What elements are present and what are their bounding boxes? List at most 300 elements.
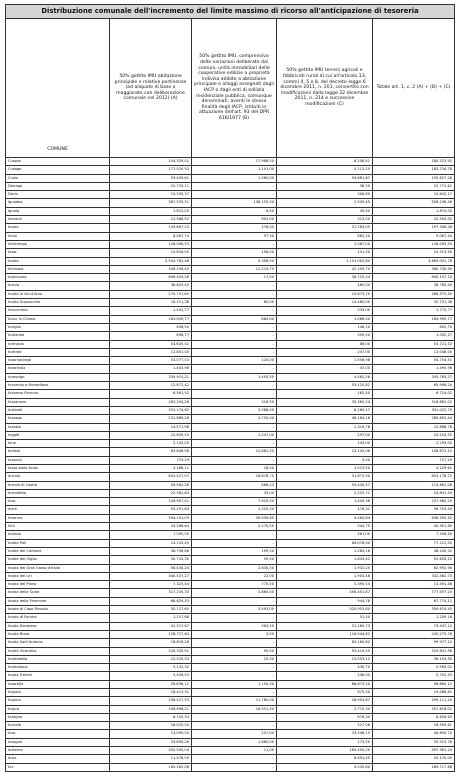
cell-col-c: 395,50 xyxy=(277,332,373,340)
cell-comune: Inzdolo xyxy=(6,531,110,539)
cell-total: 342.462,73 xyxy=(373,572,455,580)
table-row xyxy=(6,348,455,356)
header-comune: COMUNE xyxy=(6,19,110,158)
cell-comune: Cusago xyxy=(6,166,110,174)
document xyxy=(5,4,454,772)
cell-comune: Inzo xyxy=(6,498,110,506)
cell-total: 16.559,61 xyxy=(373,722,455,730)
cell-col-a: 18.413,31 xyxy=(110,689,192,697)
cell-comune: Inzola Scopacchio xyxy=(6,299,110,307)
cell-col-a: 8.087,74 xyxy=(110,232,192,240)
cell-col-b: 1.560,00 xyxy=(192,174,277,182)
cell-col-b: - xyxy=(192,456,277,464)
cell-col-c: 247,00 xyxy=(277,348,373,356)
cell-col-a: 177.520,53 xyxy=(110,166,192,174)
cell-col-c: 4.464,84 xyxy=(277,514,373,522)
cell-col-b: 156,00 xyxy=(192,249,277,257)
cell-comune: Inzuc in Chiana xyxy=(6,315,110,323)
cell-col-a: 50.733,30 xyxy=(110,556,192,564)
cell-comune: Inggiti xyxy=(6,431,110,439)
cell-comune: Inzacoli xyxy=(6,456,110,464)
cell-total: 360.730,90 xyxy=(373,265,455,273)
cell-comune: Inzrolo xyxy=(6,473,110,481)
cell-comune: Inzterno xyxy=(6,747,110,755)
cell-comune: Ignadeo xyxy=(6,199,110,207)
cell-total: 10.913,50 xyxy=(373,249,455,257)
cell-col-b: 603,00 xyxy=(192,216,277,224)
cell-total: 15.888,76 xyxy=(373,423,455,431)
cell-col-c: 2.225,71 xyxy=(277,489,373,497)
cell-comune: Inzola Sant'Antonio xyxy=(6,639,110,647)
cell-comune: Cuspini xyxy=(6,158,110,166)
cell-total: 319.841,96 xyxy=(373,647,455,655)
cell-col-a: 10.335,37 xyxy=(110,191,192,199)
table-row xyxy=(6,199,455,207)
cell-col-b: 18,00 xyxy=(192,464,277,472)
cell-col-b: - xyxy=(192,713,277,721)
cell-col-a: 11.478,55 xyxy=(110,755,192,763)
cell-col-a: 802.427,07 xyxy=(110,473,192,481)
cell-total: 99.977,10 xyxy=(373,639,455,647)
cell-comune: Inzitrad xyxy=(6,348,110,356)
cell-col-a: 53.635,52 xyxy=(110,340,192,348)
cell-col-a: 21.588,92 xyxy=(110,216,192,224)
cell-col-c: 55.430,57 xyxy=(277,481,373,489)
cell-total: 73.447,10 xyxy=(373,622,455,630)
cell-total: 24.203,55 xyxy=(373,431,455,439)
cell-total: 853.178,72 xyxy=(373,473,455,481)
cell-total: 36.103,95 xyxy=(373,655,455,663)
table-row xyxy=(6,614,455,622)
cell-col-a: 723,29 xyxy=(110,456,192,464)
table-row xyxy=(6,622,455,630)
cell-total: 777.497,20 xyxy=(373,589,455,597)
cell-col-c: 1.556,98 xyxy=(277,357,373,365)
table-row xyxy=(6,722,455,730)
cell-col-b: 1.247,00 xyxy=(192,431,277,439)
cell-col-b: 199,50 xyxy=(192,547,277,555)
cell-comune: Inzola del Cantone xyxy=(6,547,110,555)
cell-col-a: 12.872,42 xyxy=(110,382,192,390)
cell-col-a: 2.554.782,46 xyxy=(110,257,192,265)
cell-col-c: 51,50 xyxy=(277,614,373,622)
table-row xyxy=(6,506,455,514)
cell-total: 77.221,45 xyxy=(373,539,455,547)
cell-col-a: 41.217,87 xyxy=(110,622,192,630)
cell-total: 67.774,11 xyxy=(373,597,455,605)
table-row xyxy=(6,705,455,713)
cell-total: 6.724,02 xyxy=(373,390,455,398)
cell-col-a: 59.562,26 xyxy=(110,481,192,489)
cell-comune: Inzverso Finanza xyxy=(6,390,110,398)
cell-col-b: 17,00 xyxy=(192,274,277,282)
cell-col-c: 944,78 xyxy=(277,597,373,605)
cell-comune: Inzola Tremiti xyxy=(6,672,110,680)
cell-col-c: 86,00 xyxy=(277,340,373,348)
cell-col-c: 1.316,78 xyxy=(277,423,373,431)
cell-col-c: 23.553,12 xyxy=(277,655,373,663)
cell-col-c: 28.903,67 xyxy=(277,697,373,705)
cell-col-c: 2.087,00 xyxy=(277,240,373,248)
cell-col-a: 10.616,00 xyxy=(110,249,192,257)
cell-total: 197.306,28 xyxy=(373,224,455,232)
cell-col-a: 228.907,41 xyxy=(110,498,192,506)
table-row xyxy=(6,282,455,290)
cell-col-c: 675,50 xyxy=(277,689,373,697)
table-row xyxy=(6,606,455,614)
cell-col-c: 5.390,54 xyxy=(277,581,373,589)
cell-col-c: 456.401,87 xyxy=(277,589,373,597)
cell-col-c: 1.932,20 xyxy=(277,564,373,572)
cell-col-c: 1.445,38 xyxy=(277,498,373,506)
cell-col-a: 1.443,96 xyxy=(110,365,192,373)
cell-col-b: 868,23 xyxy=(192,481,277,489)
cell-total: 497.961,24 xyxy=(373,747,455,755)
cell-comune: Inzagno xyxy=(6,713,110,721)
cell-col-b: 60,00 xyxy=(192,299,277,307)
cell-comune: Inzzago xyxy=(6,415,110,423)
table-row xyxy=(6,340,455,348)
cell-col-b: - xyxy=(192,382,277,390)
table-row xyxy=(6,730,455,738)
header-col-a: 50% gettito IMU abitazione principale e relative pertinenze (ad aliquote di base o maggiorate con deliberazione comunale nel 2012) (A) xyxy=(110,19,192,158)
cell-col-a: 16.032,55 xyxy=(110,722,192,730)
cell-col-b: 120,00 xyxy=(192,357,277,365)
cell-col-c: 37.263,05 xyxy=(277,224,373,232)
cell-comune: Inzola Poli xyxy=(6,539,110,547)
cell-total: 237.982,29 xyxy=(373,498,455,506)
cell-total: 35.523,76 xyxy=(373,738,455,746)
cell-col-a: 6.561,52 xyxy=(110,390,192,398)
cell-total: 65.998,24 xyxy=(373,382,455,390)
table-row xyxy=(6,265,455,273)
cell-comune: Inzuole xyxy=(6,722,110,730)
cell-col-a: 2.150,00 xyxy=(110,440,192,448)
header-col-b: 50% gettito IMU, comprensivo delle variazioni deliberate dai comuni, unità immobiliari delle cooperative edilizie a proprietà indivisa adibite a abitazione principale e alloggi assegnati dagli IACP o dagli enti di edilizia residenziale pubblica, comunque denominati, aventi le stesse finalità degli IACP, istituiti in attuazione dell'art. 93 del DPR 616/1977 (B) xyxy=(192,19,277,158)
cell-col-a: 696,77 xyxy=(110,332,192,340)
table-row xyxy=(6,216,455,224)
cell-col-c: 8.691,45 xyxy=(277,755,373,763)
cell-total: 20.170,00 xyxy=(373,755,455,763)
cell-col-b: - xyxy=(192,597,277,605)
cell-col-c: 116.544,62 xyxy=(277,630,373,638)
cell-total: 169.717,88 xyxy=(373,763,455,771)
cell-col-b: 6,50 xyxy=(192,207,277,215)
cell-col-b: - xyxy=(192,440,277,448)
cell-col-c: 141,50 xyxy=(277,249,373,257)
cell-col-c: 31.872,90 xyxy=(277,473,373,481)
document-title: Distribuzione comunale dell'incremento del limite massimo di ricorso all'anticipazione di tesoreria xyxy=(6,5,455,19)
table-row xyxy=(6,697,455,705)
cell-col-a: 331.174,62 xyxy=(110,406,192,414)
cell-col-c: 45,50 xyxy=(277,207,373,215)
cell-comune: Inzzato xyxy=(6,423,110,431)
cell-col-a: 63.846,56 xyxy=(110,448,192,456)
cell-col-c: 33.548,15 xyxy=(277,730,373,738)
cell-comune: Intli xyxy=(6,523,110,531)
cell-col-c: 160,00 xyxy=(277,282,373,290)
cell-col-b: 775,50 xyxy=(192,581,277,589)
cell-total: 359.674,45 xyxy=(373,606,455,614)
cell-total: 5.702,53 xyxy=(373,672,455,680)
cell-col-c: 8.208,41 xyxy=(277,158,373,166)
cell-col-b: 59,50 xyxy=(192,556,277,564)
cell-comune: Inzola in Val d'Arno xyxy=(6,290,110,298)
table-body xyxy=(6,158,455,772)
table-row xyxy=(6,481,455,489)
cell-col-b: 176,00 xyxy=(192,224,277,232)
cell-comune: Inzorella xyxy=(6,680,110,688)
cell-col-b: 963,50 xyxy=(192,622,277,630)
table-row xyxy=(6,597,455,605)
cell-total: 528.236,46 xyxy=(373,199,455,207)
cell-total: 53.721,52 xyxy=(373,340,455,348)
cell-col-b: 1.660,00 xyxy=(192,738,277,746)
cell-col-c: 4.535,80 xyxy=(277,763,373,771)
cell-total: 1.209,16 xyxy=(373,614,455,622)
cell-col-c: 320.953,80 xyxy=(277,606,373,614)
cell-total: 1.775,77 xyxy=(373,307,455,315)
cell-col-c: 5.113,25 xyxy=(277,166,373,174)
cell-col-c: 1.066,00 xyxy=(277,315,373,323)
table-row xyxy=(6,307,455,315)
cell-col-b: 3,50 xyxy=(192,630,277,638)
table-row xyxy=(6,655,455,663)
cell-col-a: 1.157,66 xyxy=(110,614,192,622)
cell-col-a: 13.143,45 xyxy=(110,539,192,547)
table-row xyxy=(6,581,455,589)
cell-col-c: 1.903,46 xyxy=(277,572,373,580)
cell-comune: Inzvenso e Montellone xyxy=(6,382,110,390)
cell-col-c: 143,00 xyxy=(277,440,373,448)
table-row xyxy=(6,630,455,638)
table-row xyxy=(6,174,455,182)
cell-comune: Inzpinuola xyxy=(6,274,110,282)
cell-col-a: 128.727,64 xyxy=(110,630,192,638)
cell-col-c: 64.078,00 xyxy=(277,539,373,547)
cell-col-a: 317.230,33 xyxy=(110,589,192,597)
cell-comune: Inarzo xyxy=(6,282,110,290)
cell-comune: Inzrolo di Castro xyxy=(6,481,110,489)
cell-col-c: 1.284,16 xyxy=(277,547,373,555)
cell-col-a: 6.150,33 xyxy=(110,713,192,721)
cell-col-c: 2.545,45 xyxy=(277,199,373,207)
table-row xyxy=(6,498,455,506)
table-row xyxy=(6,191,455,199)
cell-comune: Cusio xyxy=(6,174,110,182)
cell-col-b: 33,00 xyxy=(192,489,277,497)
cell-col-b: 3.593,00 xyxy=(192,606,277,614)
table-row xyxy=(6,547,455,555)
cell-total: 54.754,51 xyxy=(373,357,455,365)
cell-col-c: 66.873,50 xyxy=(277,680,373,688)
cell-col-c: 53.125,82 xyxy=(277,382,373,390)
cell-col-c: 83.160,82 xyxy=(277,639,373,647)
cell-col-c: 1.833,42 xyxy=(277,556,373,564)
cell-col-a: 159.867,23 xyxy=(110,224,192,232)
cell-comune: Inzola di Fondra xyxy=(6,614,110,622)
table-row xyxy=(6,713,455,721)
cell-comune: Inne xyxy=(6,440,110,448)
cell-col-c: 430,70 xyxy=(277,664,373,672)
table-row xyxy=(6,315,455,323)
cell-col-c: 344,75 xyxy=(277,523,373,531)
table-row xyxy=(6,158,455,166)
cell-col-a: 7.095,50 xyxy=(110,531,192,539)
cell-total: 22.504,92 xyxy=(373,216,455,224)
cell-col-b: - xyxy=(192,282,277,290)
table-row xyxy=(6,763,455,771)
cell-comune: Inelemago xyxy=(6,240,110,248)
cell-comune: Inz xyxy=(6,763,110,771)
cell-col-c: 4,00 xyxy=(277,456,373,464)
cell-col-c: 38.725,54 xyxy=(277,274,373,282)
cell-total: 357.818,01 xyxy=(373,705,455,713)
table-row xyxy=(6,747,455,755)
cell-col-c: 173,50 xyxy=(277,738,373,746)
cell-total: 183.734,78 xyxy=(373,166,455,174)
cell-col-b: - xyxy=(192,689,277,697)
cell-col-b: 1.150,50 xyxy=(192,680,277,688)
cell-col-b: 316,50 xyxy=(192,398,277,406)
table-row xyxy=(6,589,455,597)
cell-total: 6.826,63 xyxy=(373,713,455,721)
cell-col-a: 13.095,55 xyxy=(110,730,192,738)
cell-comune: Inzucchero xyxy=(6,307,110,315)
cell-col-b: - xyxy=(192,531,277,539)
cell-comune: Dairago xyxy=(6,182,110,190)
cell-col-a: 163.049,77 xyxy=(110,315,192,323)
cell-col-b: - xyxy=(192,348,277,356)
cell-col-a: 22.735,11 xyxy=(110,182,192,190)
cell-col-b: 1.405,50 xyxy=(192,373,277,381)
cell-comune: Inzola del Liri xyxy=(6,572,110,580)
cell-col-b: - xyxy=(192,423,277,431)
cell-col-c: 47,00 xyxy=(277,365,373,373)
table-row xyxy=(6,423,455,431)
cell-col-a: 154.329,01 xyxy=(110,158,192,166)
table-row xyxy=(6,357,455,365)
table-row xyxy=(6,531,455,539)
cell-comune: Inzolabona xyxy=(6,664,110,672)
cell-comune: Inzrolettia xyxy=(6,489,110,497)
cell-col-b: - xyxy=(192,614,277,622)
cell-col-b: 17.986,50 xyxy=(192,158,277,166)
cell-col-b: - xyxy=(192,307,277,315)
cell-col-a: 231.669,28 xyxy=(110,415,192,423)
cell-col-a: 339.915,21 xyxy=(110,373,192,381)
cell-total: 10.642,17 xyxy=(373,191,455,199)
cell-comune: Inzzanano xyxy=(6,398,110,406)
cell-comune: Inzpica xyxy=(6,697,110,705)
cell-total: 155.627,28 xyxy=(373,174,455,182)
cell-comune: Inzia xyxy=(6,755,110,763)
cell-col-b: 138.155,50 xyxy=(192,199,277,207)
cell-total: 56.753,44 xyxy=(373,506,455,514)
cell-col-b: - xyxy=(192,639,277,647)
cell-total: 1.092,27 xyxy=(373,332,455,340)
cell-col-b: 1.101,00 xyxy=(192,166,277,174)
cell-col-a: 18.211,38 xyxy=(110,299,192,307)
table-row xyxy=(6,249,455,257)
cell-col-b: 12.214,75 xyxy=(192,265,277,273)
table-row xyxy=(6,639,455,647)
cell-col-c: 4.462,56 xyxy=(277,373,373,381)
cell-col-b: - xyxy=(192,182,277,190)
cell-col-b: - xyxy=(192,672,277,680)
cell-col-a: 59.405,61 xyxy=(110,174,192,182)
header-total: Totale art. 1, c. 2 (A) + (B) + (C) xyxy=(373,19,455,158)
cell-comune: Inzre xyxy=(6,506,110,514)
cell-total: 5.563,02 xyxy=(373,664,455,672)
table-row xyxy=(6,664,455,672)
cell-col-b: - xyxy=(192,763,277,771)
cell-comune: Ignolo xyxy=(6,207,110,215)
cell-col-b: 97,50 xyxy=(192,232,277,240)
cell-col-a: 38.625,45 xyxy=(110,282,192,290)
cell-total: 13.048,00 xyxy=(373,348,455,356)
cell-total: 1.490,96 xyxy=(373,365,455,373)
cell-comune: Inzpani xyxy=(6,689,110,697)
cell-col-c: 94.661,67 xyxy=(277,174,373,182)
cell-comune: Inzola del Gran Sasso d'Italia xyxy=(6,564,110,572)
cell-comune: Inzola della Scala xyxy=(6,589,110,597)
table-row xyxy=(6,406,455,414)
cell-col-a: 58.430,20 xyxy=(110,564,192,572)
cell-total: 7.556,50 xyxy=(373,531,455,539)
cell-comune: Intinzola xyxy=(6,265,110,273)
cell-col-c: 162,50 xyxy=(277,390,373,398)
table-row xyxy=(6,647,455,655)
table-row xyxy=(6,390,455,398)
cell-col-b: 3.588,00 xyxy=(192,406,277,414)
cell-comune: Inzernia xyxy=(6,514,110,522)
cell-comune: Inzinzolo xyxy=(6,340,110,348)
cell-col-a: 55.251,63 xyxy=(110,506,192,514)
cell-col-c: 461,00 xyxy=(277,531,373,539)
cell-col-c: 306,80 xyxy=(277,191,373,199)
cell-col-a: 53.077,53 xyxy=(110,357,192,365)
cell-col-a: 126.006,53 xyxy=(110,240,192,248)
cell-comune: Inzola del Piano xyxy=(6,581,110,589)
cell-col-b: 21.881,50 xyxy=(192,448,277,456)
table-row xyxy=(6,539,455,547)
cell-col-a: 7.325,44 xyxy=(110,581,192,589)
cell-col-a: 332.500,04 xyxy=(110,747,192,755)
table-row xyxy=(6,382,455,390)
cell-col-b: 39.939,65 xyxy=(192,514,277,522)
table-row xyxy=(6,680,455,688)
table-row xyxy=(6,232,455,240)
cell-comune: Dario xyxy=(6,191,110,199)
table-row xyxy=(6,564,455,572)
table-row xyxy=(6,556,455,564)
cell-total: 245.275,76 xyxy=(373,630,455,638)
table-row xyxy=(6,464,455,472)
cell-col-b: - xyxy=(192,539,277,547)
cell-comune: Inzzo sotto tirolo xyxy=(6,464,110,472)
table-row xyxy=(6,240,455,248)
cell-comune: Inzola di Capo Rizzuto xyxy=(6,606,110,614)
cell-total: 24.841,54 xyxy=(373,489,455,497)
table-row xyxy=(6,274,455,282)
table-row xyxy=(6,207,455,215)
cell-total: 3.665.091,76 xyxy=(373,257,455,265)
cell-col-c: 93.410,55 xyxy=(277,647,373,655)
cell-col-a: 258.427,53 xyxy=(110,697,192,705)
cell-col-a: 456,50 xyxy=(110,323,192,331)
table-row xyxy=(6,323,455,331)
